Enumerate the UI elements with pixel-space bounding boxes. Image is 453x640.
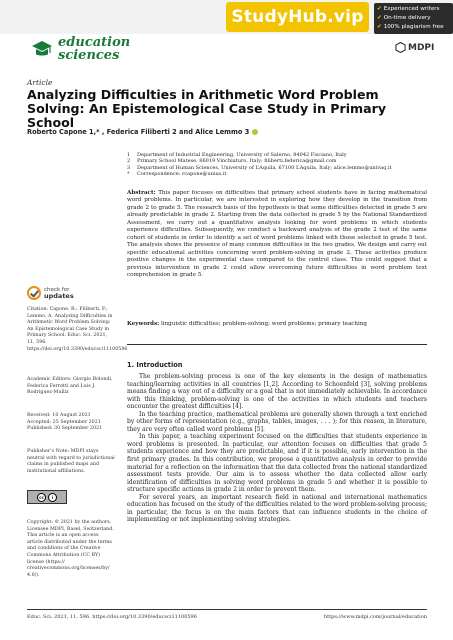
date-accepted: Accepted: 25 September 2021 [27, 419, 101, 425]
affiliation-number: 2 [127, 158, 131, 165]
journal-logo-icon [30, 38, 54, 62]
studyhub-logo[interactable]: StudyHub.vip [226, 2, 369, 32]
affiliation-text: Primary School Matese, 86019 Vinchiaturo, Italy; filiberti.federica@gmail.com [137, 158, 337, 165]
abstract-text: This paper focuses on difficulties that primary school students have in facing mathematical word problems. In particular, we are interested in exploring how they develop in the transition from grade 2 to grade 5. The research basis of the hypothesis is that some difficulties detected in grade 5 are already predictable in grade 2. Starting from the data collected in grade 5 by the National Standardized Assessment, we carry out a quantitative analysis looking for word problems in which students experience difficulties. Subsequently, we conduct a backward analysis of the grade 2 test of the same cohort of students in order to identify a set of word problems linked with those selected in grade 5 test. The analysis shows the presence of many common difficulties in the two grades. We design and carry out specific educational activities concerning word problem-solving in grade 2. These activities produce positive changes in the experimental class compared to the control class. This could suggest that a previous intervention in grade 2 could allow overcoming future difficulties in word problem text comprehension in grade 5. [127, 190, 428, 278]
affiliations [127, 152, 427, 178]
ad-feature [377, 5, 450, 14]
article-type: Article [27, 78, 53, 87]
copyright: Copyright: © 2021 by the authors. Licensee MDPI, Basel, Switzerland. This article is an open access article distributed under the terms and conditions of the Creative Commons Attribution (CC BY) license (https:// creativecommons.org/licenses/by/ 4.0/). [27, 520, 114, 578]
divider [127, 344, 427, 345]
affiliation [127, 171, 427, 177]
check-updates-line2: updates [44, 292, 74, 300]
authors [27, 128, 258, 136]
journal-name [58, 36, 130, 62]
abstract [127, 190, 427, 279]
ad-feature-text: On-time delivery [383, 15, 431, 21]
check-icon: ✔ [377, 6, 382, 12]
paragraph: In this paper, a teaching experiment focused on the difficulties that students experience in word problems is presented. In particular, our attention focuses on difficulties that grade 5 students experience and how they are predictable, and if it is possible, early intervention in the first primary grades. In this contribution, we propose a quantitative analysis in order to provide material for a reflection on the information that the data collected from the national standardized assessment tests provide. Our aim is to assess whether the data collected allow early identification of difficulties in solving word problems in grade 5 and whether it is possible to structure specific actions in grade 2 in order to prevent them. [127, 433, 427, 494]
citation: Citation: Capone, R.; Filiberti, F.; Lemmo, A. Analyzing Difficulties in Arithmetic Word Problem Solving: An Epistemological Case Study in Primary School. Educ. Sci. 2021, 11, 596. https://doi.org/10.3390/educsci11100596 [27, 307, 128, 352]
author-list: Roberto Capone 1,* , Federica Filiberti 2 and Alice Lemmo 3 [27, 128, 250, 136]
article-title: Analyzing Difficulties in Arithmetic Word Problem Solving: An Epistemological Case Study in Primary School [27, 87, 387, 131]
orcid-icon[interactable] [252, 129, 258, 135]
abstract-label: Abstract: [127, 190, 156, 196]
affiliation-text: Department of Human Sciences, University of L’Aquila, 67100 L’Aquila, Italy; alice.lemmo@univaq.it [137, 164, 392, 171]
ad-feature-text: Experienced writers [383, 6, 440, 12]
publisher-note: Publisher’s Note: MDPI stays neutral with regard to jurisdictional claims in published maps and institutional affiliations. [27, 449, 115, 474]
keywords-text: linguistic difficulties; problem-solving; word problems; primary teaching [160, 321, 368, 327]
footer-divider [27, 609, 427, 610]
section-body [127, 373, 427, 524]
mdpi-hex-icon [395, 42, 406, 53]
cc-license-badge[interactable] [27, 490, 67, 504]
check-updates-line1: check for [44, 287, 70, 293]
check-icon: ✔ [377, 24, 382, 30]
affiliation-text: Department of Industrial Engineering, University of Salerno, 84042 Fisciano, Italy [137, 152, 347, 158]
journal-name-line2: sciences [58, 48, 120, 63]
keywords [127, 321, 427, 328]
ad-feature-text: 100% plagiarism free [383, 24, 444, 30]
academic-editors: Academic Editors: Giorgio Bolondi, Federica Ferretti and Luis J. Rodríguez-Muñiz [27, 377, 113, 396]
paragraph: For several years, an important research field in national and international mathematics education has focused on the study of the difficulties related to the word problem-solving process; in particular, the focus is on the main factors that can influence students in the choice of implementing or not implementing solving strategies. [127, 493, 427, 524]
check-updates-label [44, 287, 74, 299]
ad-feature [377, 23, 450, 32]
check-updates-icon [27, 286, 41, 300]
affiliation-number: 1 [127, 152, 131, 158]
by-icon: i [48, 493, 57, 502]
cc-icon: cc [37, 493, 46, 502]
ad-feature [377, 14, 450, 23]
ad-features [374, 3, 453, 34]
check-icon: ✔ [377, 15, 382, 21]
affiliation-number: * [127, 171, 130, 178]
date-published: Published: 30 September 2021 [27, 426, 103, 432]
paragraph: The problem-solving process is one of the key elements in the design of mathematics teaching/learning activities in all countries [1,2]. According to Schoenfeld [3], solving problems means finding a way out of a difficulty or a goal that is not immediately achievable. In accordance with this thinking, problem-solving is one of the activities in which students and teachers encounter the greatest difficulties [4]. [127, 373, 427, 411]
footer-citation[interactable]: Educ. Sci. 2021, 11, 596. https://doi.org/10.3390/educsci11100596 [27, 614, 197, 620]
affiliation-number: 3 [127, 164, 131, 171]
publisher-name: MDPI [408, 42, 435, 53]
publisher-logo [395, 42, 434, 53]
journal-name-line1: education [58, 35, 131, 50]
check-for-updates-button[interactable] [27, 286, 74, 300]
paragraph: In the teaching practice, mathematical problems are generally shown through a text enriched by other forms of representation (e.g., graphs, tables, images, . . . ); for this reason, in literature, they are very often called word problems [5]. [127, 410, 427, 433]
affiliation-text: Correspondence: rcapone@unisa.it [137, 171, 227, 178]
section-heading: 1. Introduction [127, 361, 183, 369]
date-received: Received: 10 August 2021 [27, 413, 91, 418]
keywords-label: Keywords: [127, 321, 160, 327]
dates [27, 413, 115, 433]
footer-journal-url[interactable]: https://www.mdpi.com/journal/education [323, 614, 427, 620]
